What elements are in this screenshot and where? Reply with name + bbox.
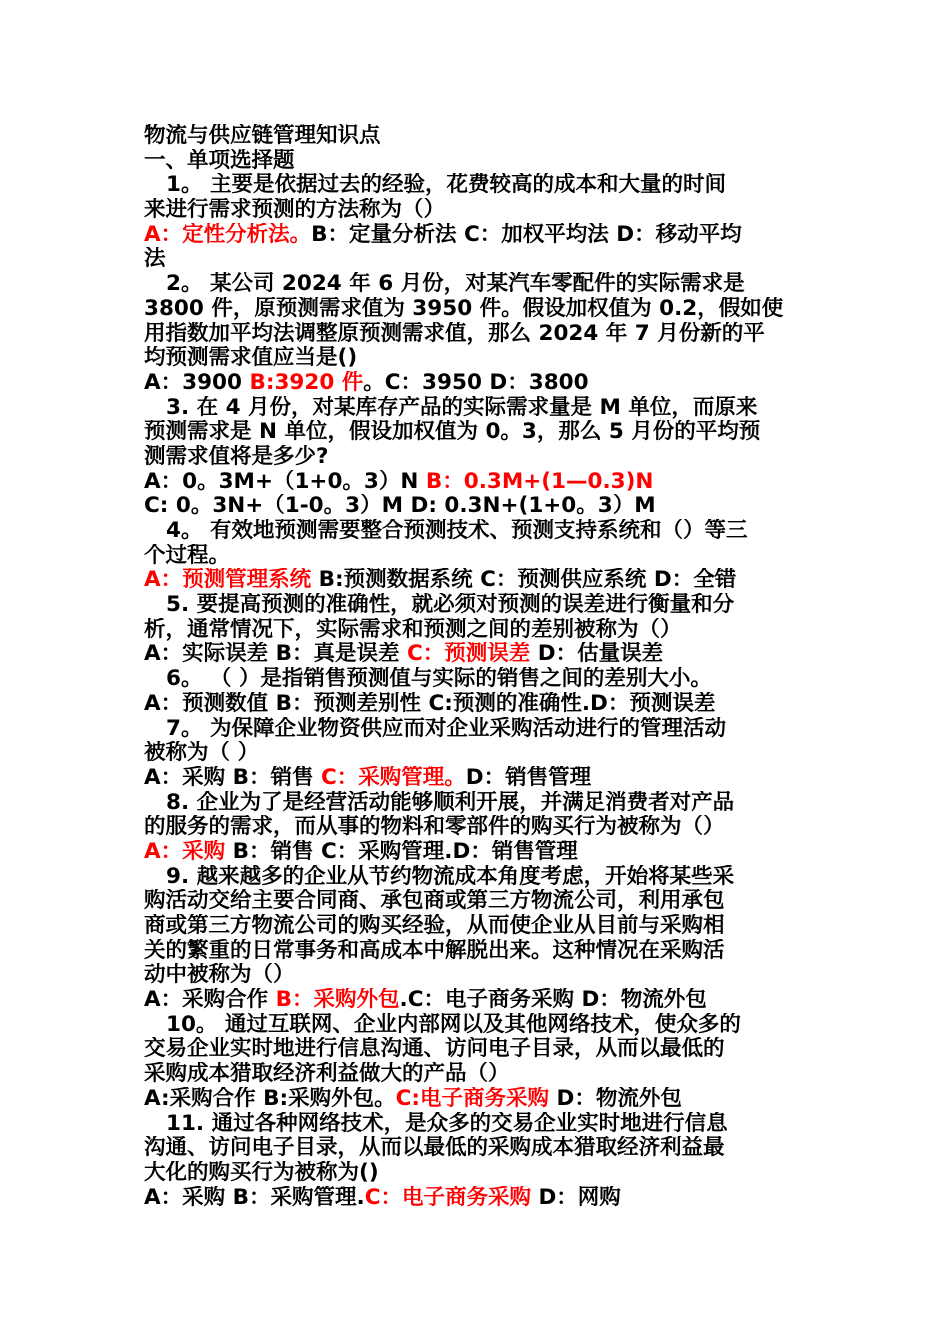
text-segment: 2。 某公司 2024 年 6 月份，对某汽车零配件的实际需求是: [166, 272, 745, 297]
answer-highlight: C:电子商务采购: [395, 1086, 549, 1111]
text-line: [144, 1112, 808, 1137]
text-segment: C: 0。3N+（1-0。3）M D: 0.3N+(1+0。3）M: [144, 494, 656, 519]
answer-highlight: C：预测误差: [407, 642, 531, 667]
text-line: [144, 1087, 808, 1112]
text-line: [144, 667, 808, 692]
text-segment: 测需求值将是多少?: [144, 444, 329, 469]
text-segment: 7。 为保障企业物资供应而对企业采购活动进行的管理活动: [166, 716, 726, 741]
text-line: [144, 1136, 808, 1161]
answer-highlight: A：采购: [144, 839, 226, 864]
text-segment: A：实际误差 B：真是误差: [144, 642, 407, 667]
text-line: [144, 272, 808, 297]
text-line: [144, 124, 808, 149]
text-line: [144, 173, 808, 198]
answer-highlight: C：电子商务采购: [364, 1185, 531, 1210]
answer-highlight: A：预测管理系统: [144, 568, 312, 593]
text-segment: 来进行需求预测的方法称为（）: [144, 198, 446, 223]
text-line: [144, 445, 808, 470]
text-segment: B：定量分析法 C：加权平均法 D：移动平均: [311, 222, 742, 247]
text-segment: .C：电子商务采购 D：物流外包: [399, 988, 707, 1013]
text-line: [144, 692, 808, 717]
text-segment: A：采购 B：销售: [144, 765, 321, 790]
text-segment: D：销售管理: [465, 765, 592, 790]
text-segment: 预测需求是 N 单位，假设加权值为 0。3，那么 5 月份的平均预: [144, 420, 761, 445]
text-segment: 析，通常情况下，实际需求和预测之间的差别被称为（）: [144, 617, 682, 642]
text-line: [144, 519, 808, 544]
answer-highlight: B:3920 件: [249, 370, 364, 395]
text-line: [144, 1186, 808, 1211]
text-segment: 沟通、访问电子目录，从而以最低的采购成本猎取经济利益最: [144, 1136, 725, 1161]
text-line: [144, 914, 808, 939]
text-segment: 8. 企业为了是经营活动能够顺利开展，并满足消费者对产品: [166, 790, 735, 815]
text-segment: 关的繁重的日常事务和高成本中解脱出来。这种情况在采购活: [144, 938, 725, 963]
answer-highlight: C：采购管理。: [321, 765, 466, 790]
text-segment: 1。 主要是依据过去的经验，花费较高的成本和大量的时间: [166, 173, 726, 198]
text-line: [144, 766, 808, 791]
text-line: [144, 1013, 808, 1038]
answer-highlight: B：采购外包: [275, 988, 400, 1013]
text-line: [144, 322, 808, 347]
text-segment: 商或第三方物流公司的购买经验，从而使企业从目前与采购相: [144, 914, 725, 938]
text-segment: A：采购合作: [144, 988, 276, 1013]
text-segment: 个过程。: [144, 543, 231, 568]
answer-highlight: B：0.3M+(1—0.3)N: [425, 469, 654, 494]
text-line: [144, 988, 808, 1013]
text-line: [144, 593, 808, 618]
text-segment: 一、单项选择题: [144, 148, 295, 173]
text-segment: A:采购合作 B:采购外包。: [144, 1086, 396, 1111]
text-segment: D：网购: [530, 1185, 621, 1210]
text-line: [144, 420, 808, 445]
text-line: [144, 1161, 808, 1186]
text-line: [144, 149, 808, 174]
text-segment: D：物流外包: [549, 1086, 682, 1111]
text-line: [144, 346, 808, 371]
document-page: [144, 124, 808, 1210]
text-segment: 大化的购买行为被称为(): [144, 1160, 379, 1185]
text-line: [144, 717, 808, 742]
text-line: [144, 791, 808, 816]
text-segment: D：估量误差: [530, 642, 664, 667]
text-line: [144, 494, 808, 519]
text-line: [144, 741, 808, 766]
text-segment: 动中被称为（）: [144, 963, 295, 988]
text-segment: 被称为（ ）: [144, 741, 259, 766]
text-line: [144, 223, 808, 248]
text-line: [144, 198, 808, 223]
text-segment: 9. 越来越多的企业从节约物流成本角度考虑，开始将某些采: [166, 864, 735, 889]
text-segment: 6。 （ ）是指销售预测值与实际的销售之间的差别大小。: [166, 667, 712, 692]
text-segment: 5. 要提高预测的准确性，就必须对预测的误差进行衡量和分: [166, 593, 735, 618]
text-segment: 。C：3950 D：3800: [363, 370, 589, 395]
text-line: [144, 618, 808, 643]
text-segment: 10。 通过互联网、企业内部网以及其他网络技术，使众多的: [166, 1012, 741, 1037]
text-segment: B：销售 C：采购管理.D：销售管理: [225, 839, 578, 864]
text-segment: 物流与供应链管理知识点: [144, 124, 381, 148]
text-segment: B:预测数据系统 C：预测供应系统 D：全错: [311, 568, 737, 593]
text-line: [144, 939, 808, 964]
text-segment: 交易企业实时地进行信息沟通、访问电子目录，从而以最低的: [144, 1037, 725, 1062]
text-segment: 的服务的需求，而从事的物料和零部件的购买行为被称为（）: [144, 815, 725, 840]
text-line: [144, 840, 808, 865]
text-segment: 购活动交给主要合同商、承包商或第三方物流公司，利用承包: [144, 889, 725, 914]
text-segment: 11. 通过各种网络技术，是众多的交易企业实时地进行信息: [166, 1111, 728, 1136]
text-segment: A：预测数值 B：预测差别性 C:预测的准确性.D：预测误差: [144, 691, 716, 716]
text-segment: A：3900: [144, 370, 250, 395]
text-segment: 3800 件，原预测需求值为 3950 件。假设加权值为 0.2，假如使: [144, 296, 784, 321]
text-line: [144, 815, 808, 840]
text-segment: 3. 在 4 月份，对某库存产品的实际需求量是 M 单位，而原来: [166, 395, 758, 420]
text-segment: A：0。3M+（1+0。3）N: [144, 469, 426, 494]
text-line: [144, 470, 808, 495]
text-line: [144, 247, 808, 272]
text-segment: 用指数加平均法调整原预测需求值，那么 2024 年 7 月份新的平: [144, 321, 765, 346]
text-segment: 均预测需求值应当是(): [144, 346, 358, 371]
text-segment: 法: [144, 247, 166, 272]
text-line: [144, 889, 808, 914]
text-line: [144, 568, 808, 593]
text-line: [144, 642, 808, 667]
text-line: [144, 544, 808, 569]
text-line: [144, 963, 808, 988]
text-line: [144, 297, 808, 322]
text-line: [144, 371, 808, 396]
answer-highlight: A：定性分析法。: [144, 222, 312, 247]
text-line: [144, 396, 808, 421]
text-segment: A：采购 B：采购管理.: [144, 1185, 365, 1210]
text-segment: 4。 有效地预测需要整合预测技术、预测支持系统和（）等三: [166, 519, 748, 543]
text-line: [144, 865, 808, 890]
text-line: [144, 1062, 808, 1087]
text-line: [144, 1037, 808, 1062]
text-segment: 采购成本猎取经济利益做大的产品（）: [144, 1062, 510, 1087]
